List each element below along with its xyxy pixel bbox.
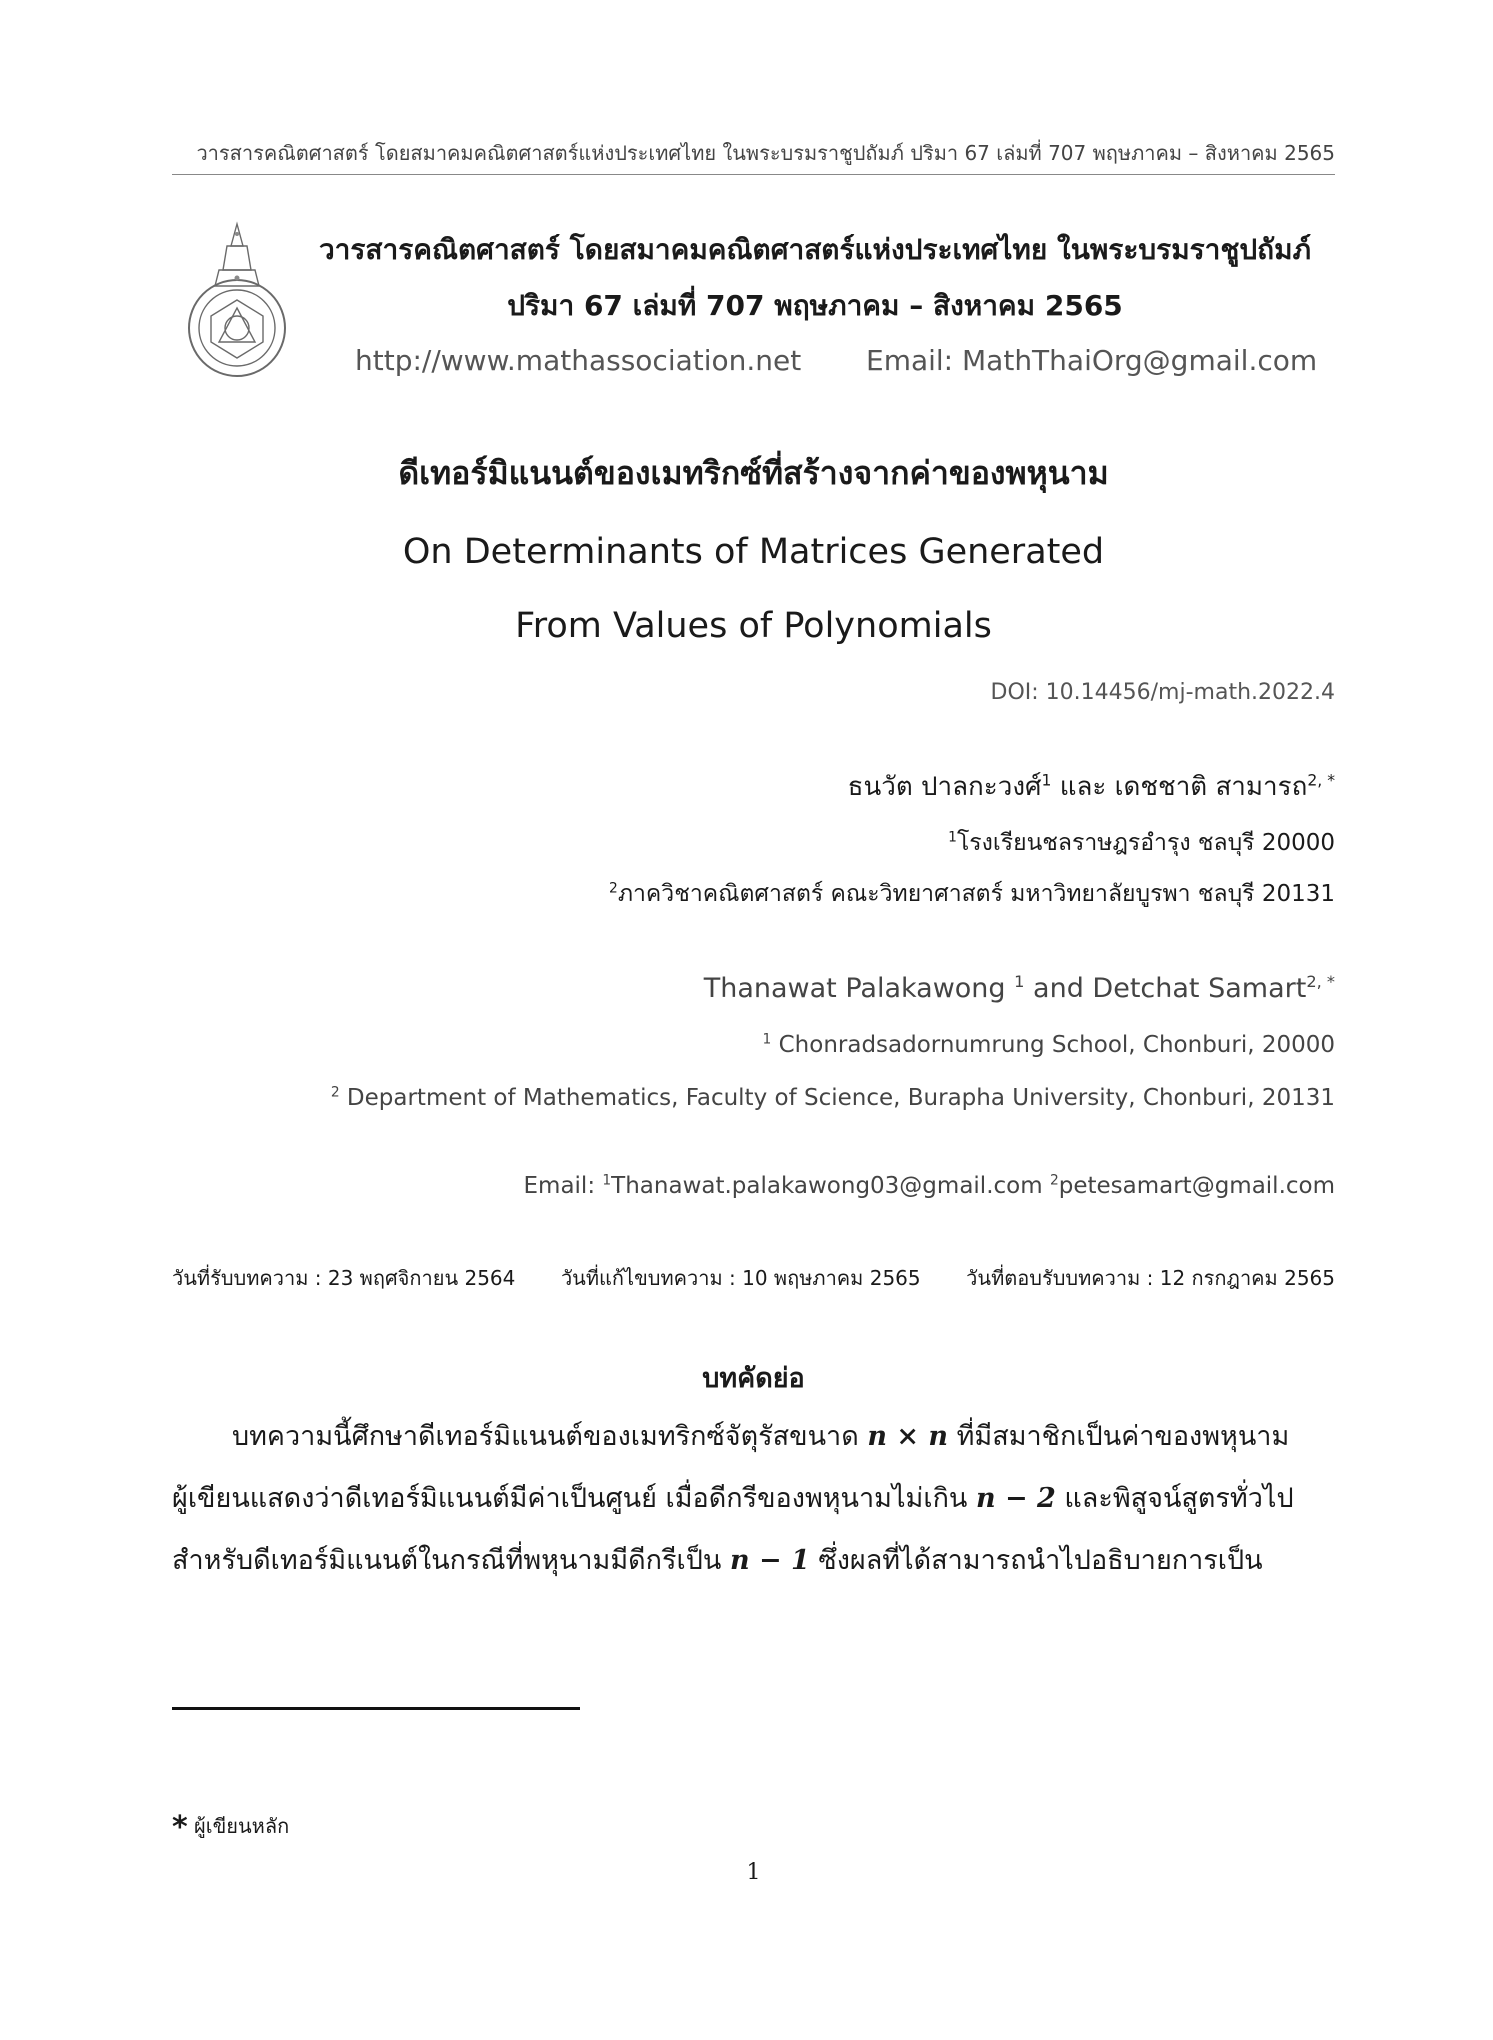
aff1-en-sup: 1 [762,1031,772,1048]
article-dates [172,1262,1335,1294]
author2-english: and Detchat Samart [1024,973,1307,1004]
author1-sup: 1 [1041,771,1052,790]
abstract-text: ผู้เขียนแสดงว่าดีเทอร์มิแนนต์มีค่าเป็นศูนย์ เมื่อดีกรีของพหุนามไม่เกิน [172,1483,976,1514]
paper-title-thai: ดีเทอร์มิแนนต์ของเมทริกซ์ที่สร้างจากค่าของพหุนาม [398,454,1109,492]
abstract-text: สำหรับดีเทอร์มิแนนต์ในกรณีที่พหุนามมีดีกรีเป็น [172,1545,730,1576]
math-n-minus-1: n − 1 [729,1545,810,1576]
aff2-en-text: Department of Mathematics, Faculty of Science, Burapha University, Chonburi, 20131 [339,1085,1335,1111]
abstract-line-3 [172,1538,1335,1581]
email1-link[interactable]: Thanawat.palakawong03@gmail.com [611,1173,1050,1199]
email-label: Email: [523,1173,603,1199]
math-n-times-n: n × n [867,1421,949,1452]
authors-thai [848,766,1335,807]
abstract-heading: บทคัดย่อ [702,1363,805,1394]
abstract-text: และพิสูจน์สูตรทั่วไป [1055,1483,1294,1514]
date-accepted: วันที่ตอบรับบทความ : 12 กรกฎาคม 2565 [966,1266,1335,1290]
abstract-line-1 [172,1414,1335,1457]
authors-english [704,973,1335,1004]
journal-masthead-issue: ปริมา 67 เล่มที่ 707 พฤษภาคม – สิงหาคม 2565 [507,289,1123,322]
abstract-text: ที่มีสมาชิกเป็นค่าของพหุนาม [948,1421,1290,1452]
affiliation-english-1 [763,1032,1335,1058]
abstract-text: บทความนี้ศึกษาดีเทอร์มิแนนต์ของเมทริกซ์จัตุรัสขนาด [232,1421,868,1452]
aff1-sup: 1 [948,829,957,846]
affiliation-thai-1 [948,825,1335,861]
doi[interactable]: DOI: 10.14456/mj-math.2022.4 [990,680,1335,705]
math-n-minus-2: n − 2 [975,1483,1056,1514]
aff2-sup: 2 [609,880,618,897]
author2-sup: 2, * [1307,771,1335,790]
authors-conj-thai: และ [1051,772,1115,802]
running-header: วารสารคณิตศาสตร์ โดยสมาคมคณิตศาสตร์แห่งประเทศไทย ในพระบรมราชูปถัมภ์ ปริมา 67 เล่มที่ 707 พฤษภาคม – สิงหาคม 2565 [196,141,1335,165]
paper-title-english-line1: On Determinants of Matrices Generated [402,532,1105,572]
header-divider [172,174,1335,175]
footnote-divider [172,1707,580,1710]
date-received: วันที่รับบทความ : 23 พฤศจิกายน 2564 [172,1266,516,1290]
page-number: 1 [746,1860,761,1885]
author1-thai: ธนวัต ปาลกะวงศ์ [847,772,1042,802]
author2-en-sup: 2, * [1306,972,1335,991]
email1-sup: 1 [602,1172,612,1189]
affiliation-english-2 [331,1085,1335,1111]
author1-english: Thanawat Palakawong [703,973,1015,1004]
aff2-text: ภาควิชาคณิตศาสตร์ คณะวิทยาศาสตร์ มหาวิทยาลัยบูรพา ชลบุรี 20131 [617,881,1335,907]
author2-thai: เดชชาติ สามารถ [1114,772,1308,802]
footnote-text: ผู้เขียนหลัก [187,1814,290,1838]
email2-link[interactable]: petesamart@gmail.com [1058,1173,1335,1199]
footnote [172,1810,289,1845]
footnote-star: * [172,1810,188,1845]
date-revised: วันที่แก้ไขบทความ : 10 พฤษภาคม 2565 [560,1266,921,1290]
abstract-text: ซึ่งผลที่ได้สามารถนำไปอธิบายการเป็น [809,1545,1263,1576]
affiliation-thai-2 [609,876,1335,912]
aff1-en-text: Chonradsadornumrung School, Chonburi, 20000 [771,1032,1335,1058]
abstract-line-2 [172,1476,1335,1519]
journal-masthead-title: วารสารคณิตศาสตร์ โดยสมาคมคณิตศาสตร์แห่งประเทศไทย ในพระบรมราชูปถัมภ์ [318,233,1312,266]
aff2-en-sup: 2 [330,1084,340,1101]
journal-url-link[interactable]: http://www.mathassociation.net [355,344,802,377]
journal-email[interactable]: Email: MathThaiOrg@gmail.com [866,344,1318,377]
author1-en-sup: 1 [1014,972,1025,991]
author-emails [524,1173,1335,1199]
aff1-text: โรงเรียนชลราษฎรอำรุง ชลบุรี 20000 [956,830,1335,856]
paper-title-english-line2: From Values of Polynomials [515,606,992,646]
email2-sup: 2 [1049,1172,1059,1189]
association-seal-logo [183,220,291,378]
